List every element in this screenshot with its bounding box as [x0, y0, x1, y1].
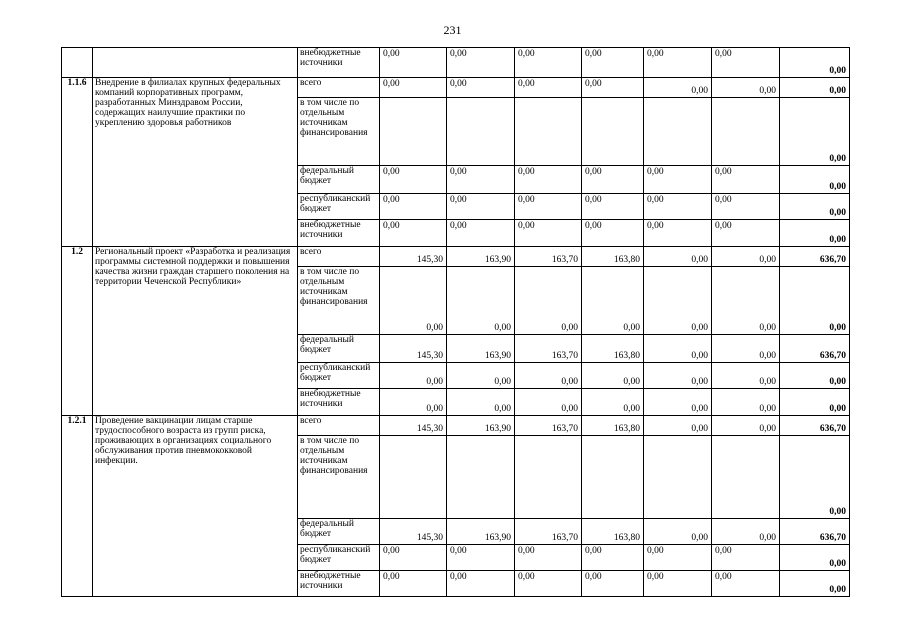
amount-value: 163,80	[613, 351, 640, 361]
total-cell	[780, 389, 850, 416]
amount-value: 163,90	[484, 351, 511, 361]
value-cell	[582, 363, 644, 389]
value-cell	[712, 166, 780, 194]
value-cell	[447, 335, 515, 363]
funding-source: в том числе по отдельным источникам финансирования	[298, 267, 380, 335]
value-cell	[712, 98, 780, 166]
total-value: 0,00	[829, 377, 846, 387]
total-value: 636,70	[819, 424, 846, 434]
amount-value: 0,00	[383, 49, 400, 59]
section-number: 1.2	[62, 247, 93, 416]
value-cell	[447, 78, 515, 98]
value-cell	[380, 545, 447, 571]
value-cell	[582, 166, 644, 194]
value-cell	[380, 166, 447, 194]
value-cell	[447, 519, 515, 545]
amount-value: 0,00	[585, 167, 602, 177]
table-row	[62, 78, 850, 98]
funding-source: республиканский бюджет	[298, 363, 380, 389]
amount-value: 0,00	[715, 221, 732, 231]
value-cell	[644, 335, 712, 363]
amount-value: 163,80	[613, 424, 640, 434]
value-cell	[515, 519, 582, 545]
value-cell	[644, 389, 712, 416]
funding-source: внебюджетные источники	[298, 48, 380, 78]
amount-value: 0,00	[715, 572, 732, 582]
value-cell	[582, 98, 644, 166]
amount-value: 0,00	[518, 572, 535, 582]
value-cell	[644, 436, 712, 519]
amount-value: 0,00	[383, 546, 400, 556]
funding-source: федеральный бюджет	[298, 166, 380, 194]
funding-source: всего	[298, 247, 380, 267]
amount-value: 0,00	[691, 86, 708, 96]
total-value: 0,00	[829, 86, 846, 96]
value-cell	[712, 545, 780, 571]
amount-value: 0,00	[715, 195, 732, 205]
amount-value: 163,70	[551, 533, 578, 543]
amount-value: 0,00	[647, 195, 664, 205]
funding-source: всего	[298, 416, 380, 436]
value-cell	[447, 166, 515, 194]
value-cell	[644, 267, 712, 335]
table-row	[62, 247, 850, 267]
amount-value: 0,00	[585, 572, 602, 582]
value-cell	[380, 194, 447, 220]
value-cell	[712, 335, 780, 363]
amount-value: 0,00	[647, 221, 664, 231]
value-cell	[644, 571, 712, 597]
amount-value: 0,00	[623, 377, 640, 387]
table-row	[62, 416, 850, 436]
value-cell	[380, 416, 447, 436]
value-cell	[515, 335, 582, 363]
amount-value: 0,00	[383, 572, 400, 582]
amount-value: 0,00	[383, 195, 400, 205]
amount-value: 0,00	[691, 377, 708, 387]
amount-value: 0,00	[450, 572, 467, 582]
value-cell	[644, 78, 712, 98]
amount-value: 163,70	[551, 255, 578, 265]
amount-value: 0,00	[691, 533, 708, 543]
section-number: 1.1.6	[62, 78, 93, 247]
total-cell	[780, 166, 850, 194]
value-cell	[712, 78, 780, 98]
total-cell	[780, 98, 850, 166]
value-cell	[644, 48, 712, 78]
amount-value: 145,30	[416, 533, 443, 543]
amount-value: 0,00	[759, 86, 776, 96]
amount-value: 0,00	[450, 167, 467, 177]
amount-value: 0,00	[561, 377, 578, 387]
amount-value: 0,00	[623, 323, 640, 333]
total-value: 0,00	[829, 323, 846, 333]
funding-source: федеральный бюджет	[298, 335, 380, 363]
amount-value: 0,00	[450, 195, 467, 205]
amount-value: 145,30	[416, 424, 443, 434]
amount-value: 0,00	[450, 79, 467, 89]
amount-value: 0,00	[426, 377, 443, 387]
value-cell	[447, 267, 515, 335]
amount-value: 163,80	[613, 255, 640, 265]
value-cell	[380, 519, 447, 545]
total-cell	[780, 519, 850, 545]
value-cell	[712, 247, 780, 267]
value-cell	[380, 389, 447, 416]
amount-value: 0,00	[715, 49, 732, 59]
amount-value: 0,00	[518, 49, 535, 59]
total-cell	[780, 267, 850, 335]
value-cell	[380, 78, 447, 98]
amount-value: 0,00	[450, 221, 467, 231]
amount-value: 0,00	[518, 79, 535, 89]
amount-value: 0,00	[561, 404, 578, 414]
amount-value: 0,00	[623, 404, 640, 414]
value-cell	[380, 48, 447, 78]
page-number: 231	[443, 23, 462, 37]
amount-value: 0,00	[450, 546, 467, 556]
amount-value: 0,00	[759, 351, 776, 361]
value-cell	[380, 335, 447, 363]
amount-value: 0,00	[647, 546, 664, 556]
value-cell	[582, 267, 644, 335]
amount-value: 0,00	[759, 377, 776, 387]
funding-source: внебюджетные источники	[298, 220, 380, 247]
amount-value: 0,00	[585, 221, 602, 231]
amount-value: 0,00	[426, 323, 443, 333]
total-cell	[780, 571, 850, 597]
amount-value: 0,00	[759, 404, 776, 414]
section-number: 1.2.1	[62, 416, 93, 597]
amount-value: 163,90	[484, 533, 511, 543]
value-cell	[380, 220, 447, 247]
value-cell	[447, 436, 515, 519]
amount-value: 0,00	[759, 255, 776, 265]
total-value: 636,70	[819, 255, 846, 265]
value-cell	[515, 436, 582, 519]
amount-value: 0,00	[494, 323, 511, 333]
amount-value: 0,00	[383, 221, 400, 231]
value-cell	[712, 389, 780, 416]
total-value: 0,00	[829, 154, 846, 164]
value-cell	[644, 194, 712, 220]
value-cell	[582, 220, 644, 247]
total-cell	[780, 545, 850, 571]
value-cell	[515, 220, 582, 247]
amount-value: 0,00	[691, 404, 708, 414]
value-cell	[712, 416, 780, 436]
amount-value: 0,00	[494, 377, 511, 387]
amount-value: 0,00	[518, 167, 535, 177]
value-cell	[447, 571, 515, 597]
total-value: 0,00	[829, 559, 846, 569]
value-cell	[515, 247, 582, 267]
table-row	[62, 48, 850, 78]
value-cell	[447, 194, 515, 220]
value-cell	[447, 220, 515, 247]
total-cell	[780, 335, 850, 363]
amount-value: 0,00	[715, 167, 732, 177]
value-cell	[712, 363, 780, 389]
amount-value: 0,00	[494, 404, 511, 414]
amount-value: 0,00	[715, 546, 732, 556]
amount-value: 0,00	[759, 424, 776, 434]
value-cell	[515, 194, 582, 220]
value-cell	[582, 194, 644, 220]
activity-name: Региональный проект «Разработка и реализация программы системной поддержки и повышения качества жизни граждан старшего поколения на территории Чеченской Республики»	[93, 247, 298, 416]
value-cell	[447, 247, 515, 267]
value-cell	[515, 545, 582, 571]
amount-value: 0,00	[518, 221, 535, 231]
total-cell	[780, 363, 850, 389]
value-cell	[644, 166, 712, 194]
value-cell	[515, 166, 582, 194]
total-value: 0,00	[829, 507, 846, 517]
amount-value: 0,00	[647, 167, 664, 177]
total-value: 636,70	[819, 351, 846, 361]
value-cell	[447, 389, 515, 416]
value-cell	[515, 363, 582, 389]
funding-source: в том числе по отдельным источникам финансирования	[298, 436, 380, 519]
value-cell	[712, 194, 780, 220]
amount-value: 0,00	[585, 195, 602, 205]
value-cell	[644, 220, 712, 247]
value-cell	[582, 436, 644, 519]
amount-value: 0,00	[518, 546, 535, 556]
activity-name: Проведение вакцинации лицам старше трудоспособного возраста из групп риска, проживающих в организациях социального обслуживания против пневмококковой инфекции.	[93, 416, 298, 597]
value-cell	[582, 389, 644, 416]
amount-value: 163,90	[484, 255, 511, 265]
total-cell	[780, 48, 850, 78]
funding-source: внебюджетные источники	[298, 571, 380, 597]
total-cell	[780, 194, 850, 220]
value-cell	[447, 98, 515, 166]
funding-source: внебюджетные источники	[298, 389, 380, 416]
value-cell	[582, 48, 644, 78]
amount-value: 163,70	[551, 351, 578, 361]
amount-value: 145,30	[416, 255, 443, 265]
amount-value: 0,00	[759, 323, 776, 333]
total-value: 0,00	[829, 404, 846, 414]
amount-value: 0,00	[647, 572, 664, 582]
total-cell	[780, 78, 850, 98]
total-value: 636,70	[819, 533, 846, 543]
value-cell	[380, 363, 447, 389]
total-cell	[780, 436, 850, 519]
total-cell	[780, 247, 850, 267]
amount-value: 0,00	[691, 351, 708, 361]
value-cell	[644, 545, 712, 571]
funding-source: всего	[298, 78, 380, 98]
amount-value: 0,00	[450, 49, 467, 59]
amount-value: 0,00	[383, 79, 400, 89]
total-value: 0,00	[829, 208, 846, 218]
amount-value: 163,90	[484, 424, 511, 434]
value-cell	[582, 545, 644, 571]
amount-value: 0,00	[518, 195, 535, 205]
amount-value: 0,00	[585, 79, 602, 89]
value-cell	[644, 519, 712, 545]
funding-source: республиканский бюджет	[298, 194, 380, 220]
table-body	[62, 48, 850, 597]
total-value: 0,00	[829, 235, 846, 245]
budget-table	[61, 47, 850, 597]
value-cell	[644, 416, 712, 436]
amount-value: 163,70	[551, 424, 578, 434]
name-cell	[93, 48, 298, 78]
value-cell	[447, 363, 515, 389]
value-cell	[447, 416, 515, 436]
total-cell	[780, 220, 850, 247]
value-cell	[515, 389, 582, 416]
value-cell	[582, 78, 644, 98]
total-value: 0,00	[829, 66, 846, 76]
value-cell	[515, 267, 582, 335]
amount-value: 0,00	[383, 167, 400, 177]
value-cell	[712, 267, 780, 335]
funding-source: в том числе по отдельным источникам финансирования	[298, 98, 380, 166]
amount-value: 0,00	[691, 424, 708, 434]
value-cell	[712, 220, 780, 247]
value-cell	[582, 416, 644, 436]
amount-value: 145,30	[416, 351, 443, 361]
funding-source: федеральный бюджет	[298, 519, 380, 545]
amount-value: 163,80	[613, 533, 640, 543]
value-cell	[644, 247, 712, 267]
amount-value: 0,00	[426, 404, 443, 414]
amount-value: 0,00	[585, 546, 602, 556]
value-cell	[447, 545, 515, 571]
amount-value: 0,00	[585, 49, 602, 59]
total-value: 0,00	[829, 585, 846, 595]
funding-source: республиканский бюджет	[298, 545, 380, 571]
value-cell	[380, 98, 447, 166]
value-cell	[644, 363, 712, 389]
value-cell	[380, 247, 447, 267]
amount-value: 0,00	[561, 323, 578, 333]
value-cell	[515, 48, 582, 78]
value-cell	[582, 519, 644, 545]
number-cell	[62, 48, 93, 78]
amount-value: 0,00	[691, 323, 708, 333]
value-cell	[582, 247, 644, 267]
value-cell	[582, 335, 644, 363]
amount-value: 0,00	[691, 255, 708, 265]
amount-value: 0,00	[647, 49, 664, 59]
value-cell	[712, 48, 780, 78]
value-cell	[515, 571, 582, 597]
total-cell	[780, 416, 850, 436]
value-cell	[515, 416, 582, 436]
total-value: 0,00	[829, 182, 846, 192]
value-cell	[380, 267, 447, 335]
value-cell	[380, 436, 447, 519]
value-cell	[712, 571, 780, 597]
value-cell	[447, 48, 515, 78]
value-cell	[712, 519, 780, 545]
value-cell	[582, 571, 644, 597]
activity-name: Внедрение в филиалах крупных федеральных компаний корпоративных программ, разработанных Минздравом России, содержащих наилучшие практики по укреплению здоровья работников	[93, 78, 298, 247]
value-cell	[712, 436, 780, 519]
value-cell	[515, 78, 582, 98]
amount-value: 0,00	[759, 533, 776, 543]
value-cell	[380, 571, 447, 597]
value-cell	[515, 98, 582, 166]
value-cell	[644, 98, 712, 166]
